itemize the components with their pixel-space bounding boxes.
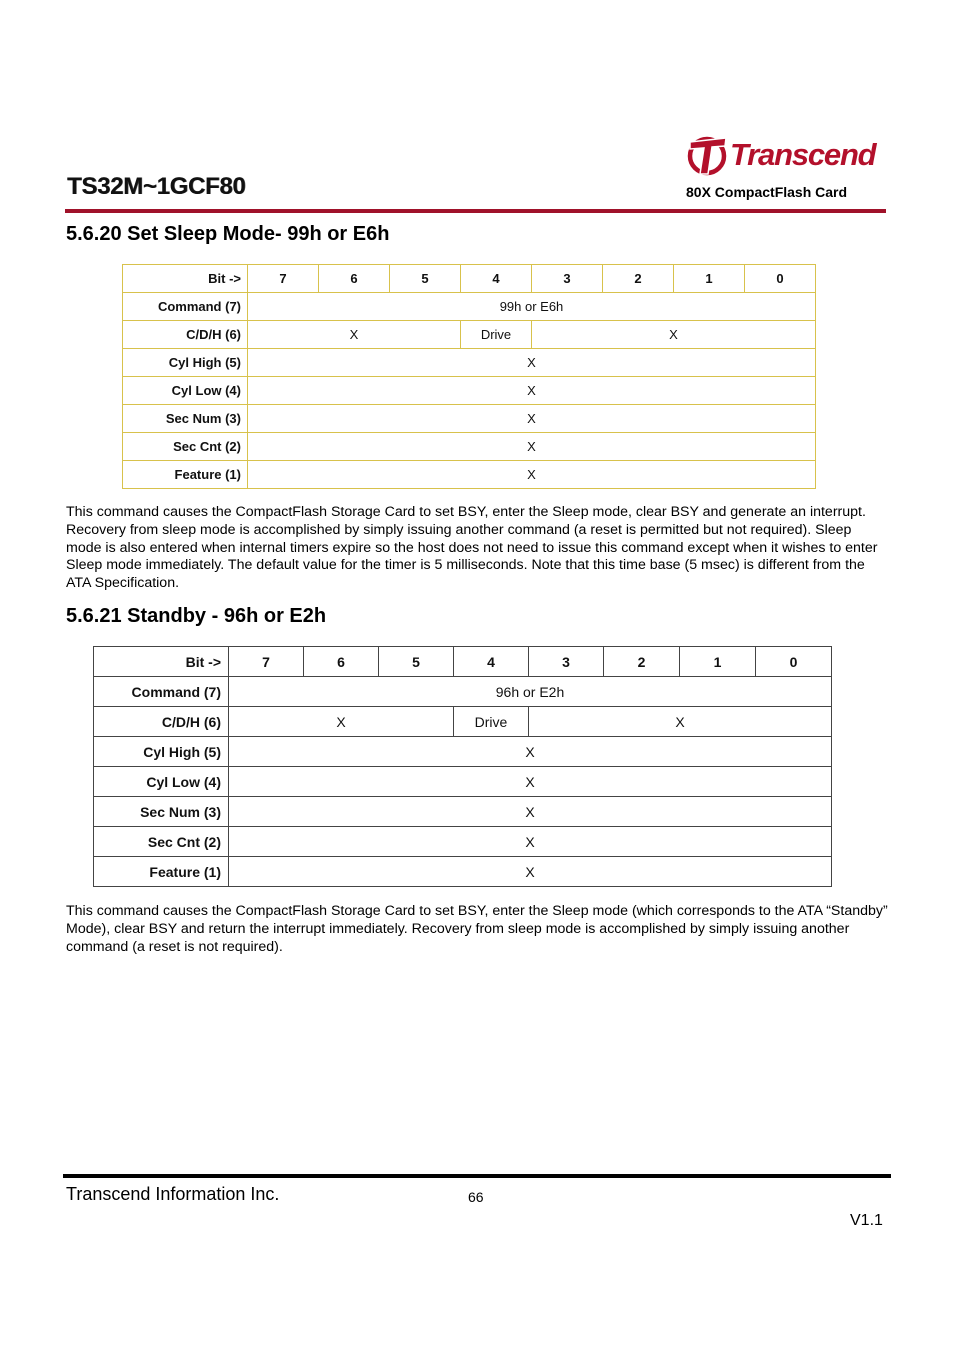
header-cell: 7: [248, 265, 319, 293]
table-row: [94, 827, 832, 857]
header-cell: 0: [745, 265, 816, 293]
table-row: [123, 349, 816, 377]
header-cell: Bit ->: [123, 265, 248, 293]
header-cell: 7: [229, 647, 304, 677]
table-row: [123, 377, 816, 405]
row-label: Command (7): [94, 677, 229, 707]
document-subtitle: 80X CompactFlash Card: [686, 184, 848, 200]
header-cell: 5: [379, 647, 454, 677]
row-label: Sec Num (3): [123, 405, 248, 433]
table-row: [123, 461, 816, 489]
row-value: X: [532, 321, 816, 349]
footer-company: Transcend Information Inc.: [66, 1184, 280, 1204]
header-cell: 1: [680, 647, 756, 677]
drive-cell: Drive: [461, 321, 532, 349]
header-cell: 4: [461, 265, 532, 293]
document-title: TS32M~1GCF80: [67, 173, 246, 200]
table-row: [123, 433, 816, 461]
row-value: X: [229, 737, 832, 767]
table-row: [94, 797, 832, 827]
brand-name: Transcend: [730, 137, 876, 172]
row-value: X: [248, 377, 816, 405]
row-value: X: [248, 433, 816, 461]
register-table-standby: [93, 646, 832, 887]
row-label: Command (7): [123, 293, 248, 321]
row-label: C/D/H (6): [94, 707, 229, 737]
header-cell: 1: [674, 265, 745, 293]
header-cell: 3: [529, 647, 604, 677]
paragraph-standby: This command causes the CompactFlash Storage Card to set BSY, enter the Sleep mode (which corresponds to the ATA “Standby” Mode), clear BSY and return the interrupt immediately. Recovery from sleep mode is accomplished by simply issuing another command (a reset is not required).: [66, 903, 888, 955]
row-value: X: [248, 349, 816, 377]
table-row: [123, 321, 816, 349]
table-row: [94, 767, 832, 797]
row-value: 99h or E6h: [248, 293, 816, 321]
table-row: [123, 405, 816, 433]
footer-divider: [63, 1174, 891, 1178]
row-label: Sec Num (3): [94, 797, 229, 827]
row-value: X: [248, 461, 816, 489]
table-row: [94, 857, 832, 887]
header-cell: 6: [319, 265, 390, 293]
header-cell: 5: [390, 265, 461, 293]
header-cell: 2: [603, 265, 674, 293]
table-row: [123, 293, 816, 321]
table-row: [94, 707, 832, 737]
header-cell: 3: [532, 265, 603, 293]
register-table-set-sleep-mode: [122, 264, 816, 489]
row-label: Cyl High (5): [94, 737, 229, 767]
row-label: Feature (1): [94, 857, 229, 887]
table-header-row: [123, 265, 816, 293]
row-label: Sec Cnt (2): [94, 827, 229, 857]
header-divider: [65, 209, 886, 213]
row-value: X: [529, 707, 832, 737]
header-cell: 6: [304, 647, 379, 677]
row-value: X: [229, 857, 832, 887]
row-value: X: [229, 707, 454, 737]
row-label: Cyl Low (4): [94, 767, 229, 797]
table-header-row: [94, 647, 832, 677]
row-value: X: [229, 767, 832, 797]
section-heading-standby: 5.6.21 Standby - 96h or E2h: [66, 605, 327, 627]
header-cell: 2: [604, 647, 680, 677]
transcend-logo: [686, 134, 886, 178]
row-value: X: [248, 321, 461, 349]
header-cell: 4: [454, 647, 529, 677]
row-value: X: [229, 797, 832, 827]
transcend-logo-icon: [686, 134, 730, 176]
table-row: [94, 677, 832, 707]
paragraph-set-sleep-mode: This command causes the CompactFlash Storage Card to set BSY, enter the Sleep mode, clear BSY and generate an interrupt. Recovery from sleep mode is accomplished by simply issuing another command (a reset is permitted but not required). Sleep mode is also entered when internal timers expire so the host does not need to issue this command except when it wishes to enter Sleep mode immediately. The default value for the timer is 5 milliseconds. Note that this time base (5 msec) is different from the ATA Specification.: [66, 504, 878, 592]
row-label: Sec Cnt (2): [123, 433, 248, 461]
row-label: C/D/H (6): [123, 321, 248, 349]
row-label: Cyl High (5): [123, 349, 248, 377]
document-version: V1.1: [850, 1212, 883, 1229]
header-cell: 0: [756, 647, 832, 677]
drive-cell: Drive: [454, 707, 529, 737]
table-row: [94, 737, 832, 767]
section-heading-set-sleep-mode: 5.6.20 Set Sleep Mode- 99h or E6h: [66, 223, 390, 245]
row-label: Cyl Low (4): [123, 377, 248, 405]
row-value: X: [229, 827, 832, 857]
row-value: X: [248, 405, 816, 433]
page-number: 66: [468, 1189, 484, 1205]
header-cell: Bit ->: [94, 647, 229, 677]
row-label: Feature (1): [123, 461, 248, 489]
row-value: 96h or E2h: [229, 677, 832, 707]
